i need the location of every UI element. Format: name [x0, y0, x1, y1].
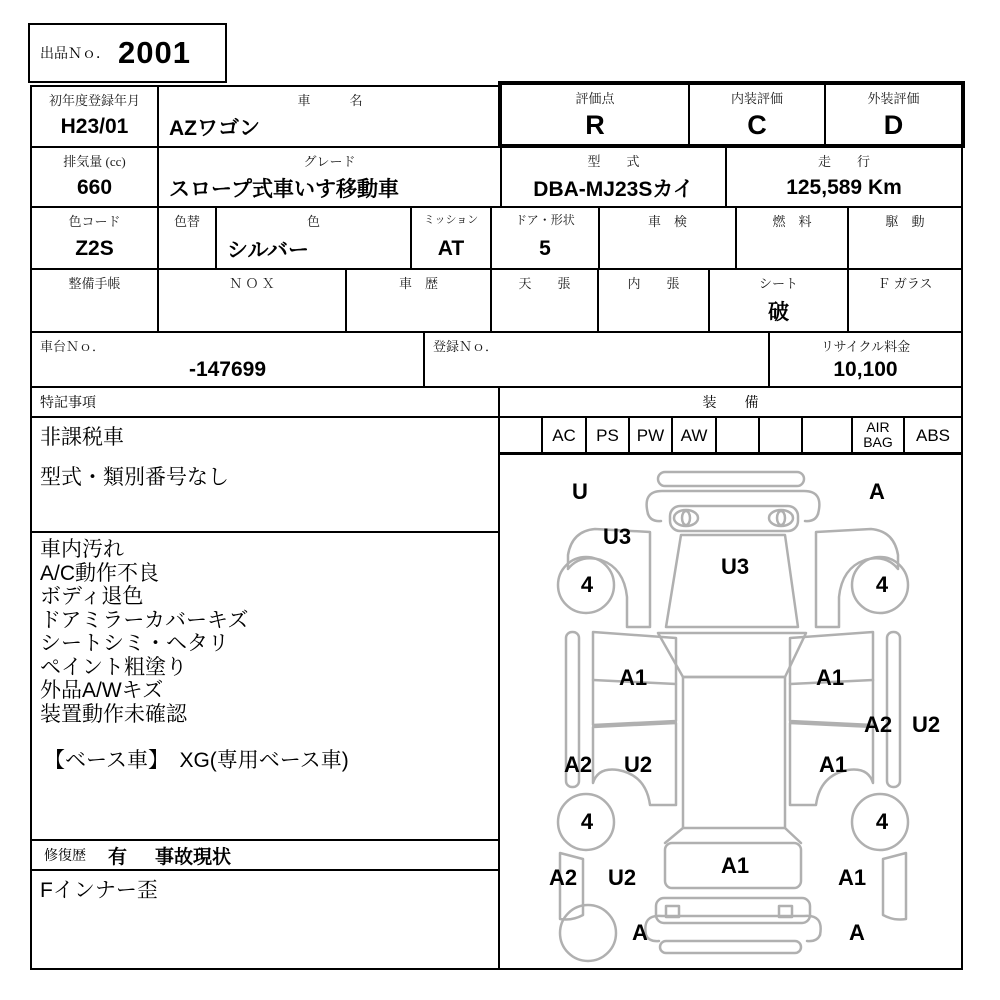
- lot-number-label: 出品Ｎｏ．: [40, 47, 110, 62]
- row-grade: [30, 146, 963, 208]
- overall-grade-cell: [502, 85, 690, 144]
- lining-label: 内 張: [627, 276, 680, 291]
- damage-marker: A2: [563, 752, 593, 777]
- service-book-value: [32, 291, 157, 331]
- car-name-value: AZワゴン: [169, 117, 260, 140]
- note-line: 車内汚れ: [40, 538, 124, 561]
- headliner-label: 天 張: [518, 276, 571, 291]
- first-registration-cell: [32, 87, 159, 146]
- inspection-label: 車 検: [647, 214, 687, 229]
- special-notes-section2: [32, 533, 498, 841]
- inspection-value: [600, 229, 735, 268]
- damage-marker: U2: [911, 712, 941, 737]
- lining-value: [599, 291, 708, 331]
- color-code-cell: [32, 208, 159, 268]
- damage-marker: 4: [580, 572, 594, 597]
- damage-marker: U: [572, 479, 588, 504]
- note-line: ボディ退色: [40, 585, 144, 608]
- nox-value: [159, 291, 345, 331]
- exterior-grade-label: 外装評価: [867, 91, 920, 106]
- car-history-cell: [347, 270, 492, 331]
- drive-label: 駆 動: [885, 214, 925, 229]
- registration-no-value: [425, 354, 768, 386]
- seat-label: シート: [758, 276, 798, 291]
- car-name-label: 車 名: [297, 93, 363, 108]
- model-code-label: 型 式: [587, 154, 640, 169]
- color-change-value: [159, 229, 215, 268]
- damage-diagram: [500, 455, 961, 968]
- exterior-grade-cell: [826, 85, 961, 144]
- transmission-cell: [412, 208, 492, 268]
- headliner-value: [492, 291, 597, 331]
- transmission-label: ミッション: [423, 214, 479, 226]
- nox-cell: [159, 270, 347, 331]
- equipment-cell-abs: ABS: [915, 425, 951, 445]
- equipment-cell-ps: PS: [587, 418, 630, 452]
- model-code-value: DBA-MJ23Sカイ: [533, 177, 694, 201]
- damage-marker: A1: [837, 865, 867, 890]
- damage-marker: U3: [602, 524, 632, 549]
- damage-marker: A: [869, 479, 885, 504]
- damage-marker: A: [849, 920, 865, 945]
- car-history-value: [347, 291, 490, 331]
- equipment-label: 装 備: [702, 396, 759, 411]
- damage-marker: U2: [607, 865, 637, 890]
- special-notes-pane: [32, 388, 500, 968]
- repair-history-label: 修復歴: [44, 849, 86, 864]
- first-registration-value: H23/01: [60, 115, 129, 138]
- damage-marker: A1: [818, 752, 848, 777]
- base-car-note: 【ベース車】 XG(専用ベース車): [44, 749, 349, 772]
- note-line: A/C動作不良: [40, 561, 160, 585]
- chassis-no-cell: [32, 333, 425, 386]
- damage-marker: 4: [875, 572, 889, 597]
- equipment-cell: [760, 418, 803, 452]
- registration-no-label: 登録Ｎｏ．: [433, 339, 499, 354]
- damage-marker: 4: [875, 809, 889, 834]
- damage-marker: A1: [618, 665, 648, 690]
- nox-label: Ｎ Ｏ Ｘ: [229, 276, 275, 291]
- equipment-cell: [717, 418, 760, 452]
- repair-history-value: 有: [108, 846, 128, 868]
- repair-history-row: [32, 841, 498, 871]
- overall-grade-value: R: [585, 109, 605, 140]
- seat-value: 破: [768, 301, 789, 324]
- interior-grade-cell: [690, 85, 826, 144]
- registration-no-cell: [425, 333, 770, 386]
- color-code-value: Z2S: [75, 236, 114, 260]
- row-registration: [30, 85, 503, 148]
- color-cell: [217, 208, 412, 268]
- overall-grade-label: 評価点: [575, 91, 615, 106]
- equipment-pane: [500, 388, 961, 968]
- service-book-cell: [32, 270, 159, 331]
- door-shape-cell: [492, 208, 600, 268]
- mileage-label: 走 行: [817, 154, 870, 169]
- note-line: ペイント粗塗り: [40, 655, 187, 679]
- damage-marker: A2: [863, 712, 893, 737]
- damage-marker: U3: [720, 554, 750, 579]
- transmission-value: AT: [437, 236, 465, 260]
- damage-marker: A: [632, 920, 648, 945]
- equipment-cell-ac: AC: [543, 418, 587, 452]
- equipment-cell: [803, 418, 853, 452]
- first-registration-label: 初年度登録年月: [48, 93, 140, 108]
- special-notes-section1: [32, 418, 498, 533]
- equipment-cell: [500, 418, 543, 452]
- bottom-box: [30, 386, 963, 970]
- seat-cell: [710, 270, 849, 331]
- row-color: [30, 206, 963, 270]
- damage-marker: A2: [548, 865, 578, 890]
- equipment-cell-aw: AW: [673, 418, 717, 452]
- mileage-cell: [727, 148, 961, 206]
- note-line: 外品A/Wキズ: [40, 679, 164, 702]
- fuel-cell: [737, 208, 849, 268]
- interior-grade-label: 内装評価: [730, 91, 783, 106]
- color-code-label: 色コード: [68, 214, 121, 229]
- fuel-label: 燃 料: [772, 214, 812, 229]
- headliner-cell: [492, 270, 599, 331]
- recycle-fee-value: 10,100: [833, 358, 898, 381]
- repair-detail: Fインナー歪: [40, 879, 158, 902]
- grade-value: スロープ式車いす移動車: [169, 177, 399, 201]
- recycle-fee-label: リサイクル料金: [820, 339, 911, 354]
- car-history-label: 車 歴: [398, 276, 438, 291]
- door-shape-label: ドア・形状: [515, 213, 575, 227]
- special-notes-label: 特記事項: [40, 396, 96, 411]
- car-name-cell: [159, 87, 501, 146]
- repair-history-status: 事故現状: [155, 846, 232, 868]
- damage-marker: 4: [580, 809, 594, 834]
- front-glass-value: [849, 291, 961, 331]
- drive-value: [849, 229, 961, 268]
- interior-grade-value: C: [747, 109, 767, 140]
- rating-box: [498, 81, 965, 148]
- displacement-cell: [32, 148, 159, 206]
- chassis-no-label: 車台Ｎｏ．: [40, 339, 106, 354]
- grade-label: グレード: [303, 154, 356, 169]
- exterior-grade-value: D: [883, 109, 904, 140]
- equipment-cell-pw: PW: [630, 418, 673, 452]
- color-label: 色: [306, 214, 320, 229]
- lot-number-value: 2001: [118, 35, 191, 70]
- color-change-cell: [159, 208, 217, 268]
- note-line: ドアミラーカバーキズ: [40, 608, 249, 632]
- equipment-grid: [500, 418, 961, 455]
- lining-cell: [599, 270, 710, 331]
- row-condition: [30, 268, 963, 333]
- displacement-value: 660: [76, 175, 113, 199]
- color-change-label: 色替: [173, 214, 200, 229]
- front-glass-label: Ｆ ガラス: [877, 276, 933, 291]
- service-book-label: 整備手帳: [68, 276, 121, 291]
- row-chassis: [30, 331, 963, 388]
- chassis-no-value: -147699: [188, 358, 267, 381]
- note-line: 装置動作未確認: [40, 702, 187, 726]
- equipment-cell-airbag: AIR BAG: [853, 418, 905, 452]
- color-value: シルバー: [227, 238, 310, 262]
- front-glass-cell: [849, 270, 961, 331]
- grade-cell: [159, 148, 502, 206]
- lot-number-box: [28, 23, 227, 83]
- damage-marker: U2: [623, 752, 653, 777]
- fuel-value: [737, 229, 847, 268]
- drive-cell: [849, 208, 961, 268]
- damage-marker: A1: [720, 853, 750, 878]
- damage-marker: A1: [815, 665, 845, 690]
- model-code-cell: [502, 148, 727, 206]
- note-line: 型式・類別番号なし: [40, 466, 229, 489]
- inspection-cell: [600, 208, 737, 268]
- special-notes-header: [32, 388, 498, 418]
- equipment-header: [500, 388, 961, 418]
- displacement-label: 排気量 (cc): [63, 154, 126, 169]
- note-line: 非課税車: [40, 426, 124, 449]
- door-shape-value: 5: [539, 236, 551, 260]
- note-line: シートシミ・ヘタリ: [40, 632, 229, 655]
- mileage-value: 125,589 Km: [786, 175, 902, 199]
- recycle-fee-cell: [770, 333, 961, 386]
